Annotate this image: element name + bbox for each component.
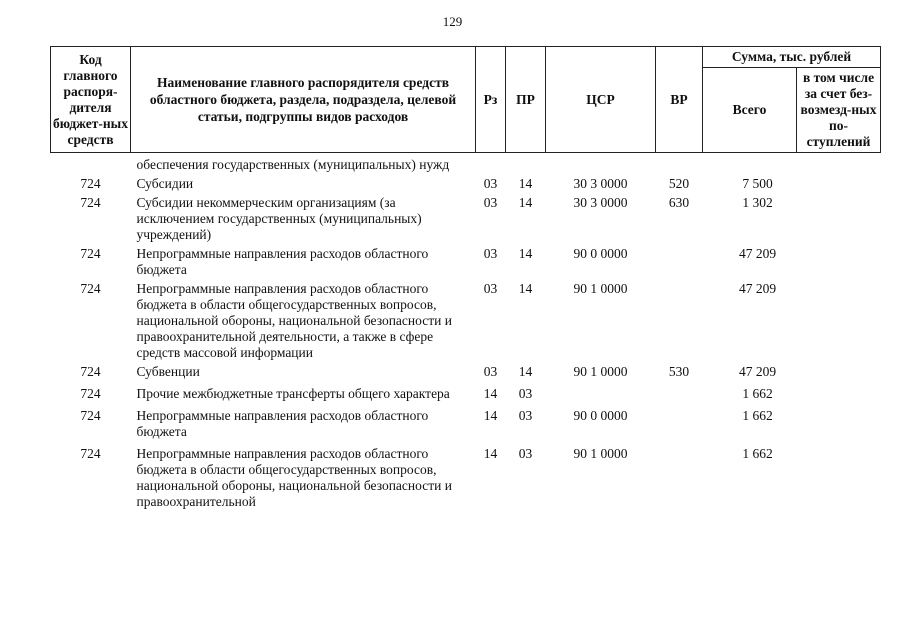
cell-gratuitous	[797, 153, 881, 176]
cell-csr: 30 3 0000	[573, 195, 628, 210]
cell-vr: 530	[668, 364, 690, 379]
table-row	[51, 194, 881, 245]
cell-rz: 03	[483, 281, 498, 296]
cell-code: 724	[80, 246, 101, 261]
cell-pr: 03	[518, 386, 533, 401]
cell-pr: 14	[518, 195, 533, 210]
cell-gratuitous	[797, 363, 881, 382]
cell-pr: 14	[518, 281, 533, 296]
cell-total	[703, 153, 797, 176]
header-pr: ПР	[506, 47, 546, 153]
cell-vr	[656, 245, 703, 280]
table-row	[51, 153, 881, 176]
cell-csr: 90 1 0000	[573, 281, 628, 296]
cell-rz: 14	[483, 408, 498, 423]
cell-pr: 14	[518, 176, 533, 191]
table-row	[51, 404, 881, 442]
cell-pr: 03	[518, 408, 533, 423]
cell-csr: 90 1 0000	[573, 446, 628, 461]
cell-pr: 14	[518, 246, 533, 261]
cell-vr	[656, 280, 703, 363]
cell-code: 724	[80, 364, 101, 379]
header-rz: Рз	[476, 47, 506, 153]
cell-rz: 03	[483, 364, 498, 379]
cell-total: 7 500	[742, 176, 773, 191]
cell-name: Прочие межбюджетные трансферты общего характера	[136, 386, 450, 401]
cell-name: Субсидии	[136, 176, 194, 191]
cell-vr	[656, 442, 703, 512]
cell-gratuitous	[797, 245, 881, 280]
cell-pr: 03	[518, 446, 533, 461]
cell-total: 47 209	[738, 364, 777, 379]
cell-vr	[656, 382, 703, 404]
cell-gratuitous	[797, 382, 881, 404]
cell-rz: 14	[483, 446, 498, 461]
cell-pr	[506, 153, 546, 176]
cell-name: Непрограммные направления расходов областного бюджета в области общегосударственных вопросов, национальной обороны, национальной безопасности и правоохранительной деятельности, а также в сфере средств массовой информации	[136, 281, 452, 360]
cell-code: 724	[80, 408, 101, 423]
header-csr: ЦСР	[546, 47, 656, 153]
cell-code	[51, 153, 131, 176]
cell-total: 1 662	[742, 386, 773, 401]
header-total: Всего	[703, 68, 797, 153]
cell-total: 47 209	[738, 246, 777, 261]
cell-vr: 520	[668, 176, 690, 191]
header-sum-group: Сумма, тыс. рублей	[703, 47, 881, 68]
cell-name: Непрограммные направления расходов областного бюджета	[136, 246, 429, 277]
table-row	[51, 280, 881, 363]
cell-code: 724	[80, 446, 101, 461]
cell-vr: 630	[668, 195, 690, 210]
table-row	[51, 363, 881, 382]
cell-csr: 90 0 0000	[573, 408, 628, 423]
cell-rz: 14	[483, 386, 498, 401]
cell-gratuitous	[797, 175, 881, 194]
cell-gratuitous	[797, 442, 881, 512]
cell-rz: 03	[483, 176, 498, 191]
cell-total: 47 209	[738, 281, 777, 296]
cell-gratuitous	[797, 194, 881, 245]
cell-total: 1 662	[742, 408, 773, 423]
cell-name: Субвенции	[136, 364, 200, 379]
cell-code: 724	[80, 176, 101, 191]
cell-csr	[546, 153, 656, 176]
cell-total: 1 302	[742, 195, 773, 210]
cell-rz: 03	[483, 195, 498, 210]
cell-code: 724	[80, 386, 101, 401]
cell-rz	[476, 153, 506, 176]
header-name: Наименование главного распорядителя средств областного бюджета, раздела, подраздела, целевой статьи, подгруппы видов расходов	[131, 47, 476, 153]
cell-pr: 14	[518, 364, 533, 379]
cell-csr: 30 3 0000	[573, 176, 628, 191]
cell-gratuitous	[797, 404, 881, 442]
table-row	[51, 442, 881, 512]
cell-rz: 03	[483, 246, 498, 261]
cell-csr: 90 1 0000	[573, 364, 628, 379]
cell-name: Субсидии некоммерческим организациям (за исключением государственных (муниципальных) учреждений)	[136, 195, 422, 242]
cell-vr	[656, 153, 703, 176]
header-code: Код главного распоря-дителя бюджет-ных средств	[51, 47, 131, 153]
cell-csr: 90 0 0000	[573, 246, 628, 261]
cell-csr	[546, 382, 656, 404]
cell-code: 724	[80, 195, 101, 210]
table-row	[51, 175, 881, 194]
cell-name: Непрограммные направления расходов областного бюджета в области общегосударственных вопросов, национальной обороны, национальной безопасности и правоохранительной	[136, 446, 452, 509]
header-vr: ВР	[656, 47, 703, 153]
cell-name: Непрограммные направления расходов областного бюджета	[136, 408, 429, 439]
cell-code: 724	[80, 281, 101, 296]
cell-gratuitous	[797, 280, 881, 363]
table-row	[51, 245, 881, 280]
header-gratuitous: в том числе за счет без-возмезд-ных по-ступлений	[797, 68, 881, 153]
cell-total: 1 662	[742, 446, 773, 461]
page-number: 129	[442, 14, 463, 29]
table-row	[51, 382, 881, 404]
budget-table	[50, 46, 881, 512]
table-body	[51, 153, 881, 513]
cell-vr	[656, 404, 703, 442]
cell-name: обеспечения государственных (муниципальных) нужд	[136, 157, 450, 172]
